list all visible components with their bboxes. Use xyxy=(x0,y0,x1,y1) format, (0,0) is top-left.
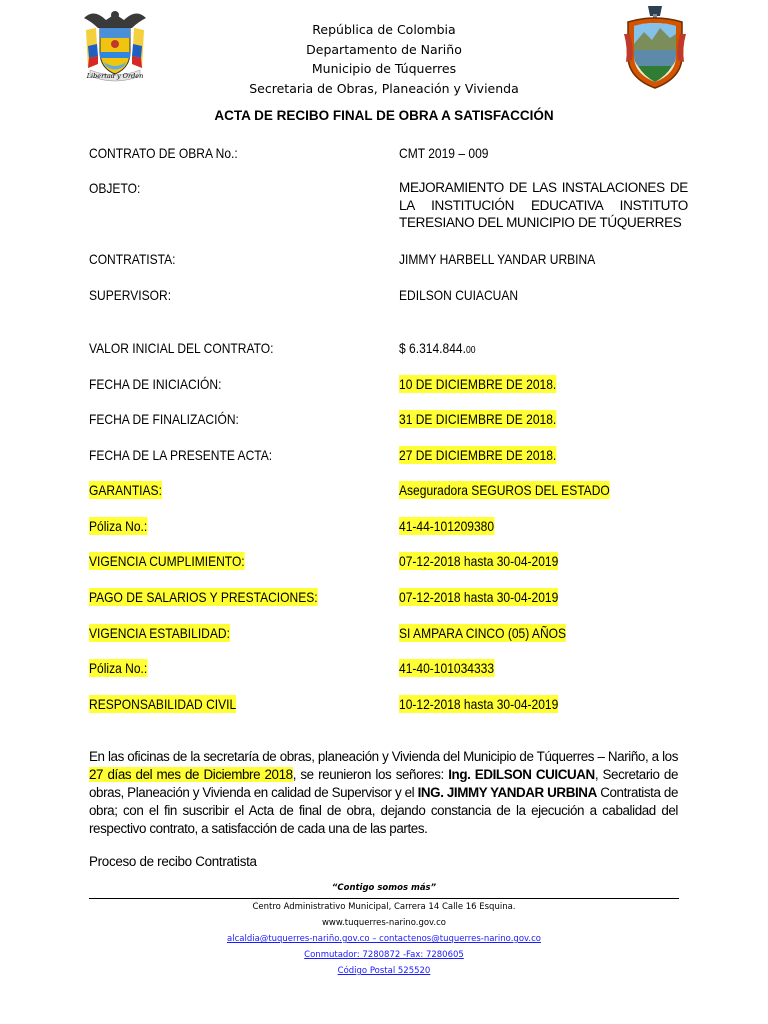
footer-phone-link[interactable]: Conmutador: 7280872 -Fax: 7280605 xyxy=(304,950,464,960)
header-municipality: Municipio de Túquerres xyxy=(311,61,457,76)
vigencia-estabilidad-value: SI AMPARA CINCO (05) AÑOS xyxy=(399,625,567,641)
contratista-label: CONTRATISTA: xyxy=(89,251,176,267)
process-text: Proceso de recibo Contratista xyxy=(89,854,257,869)
poliza-2-label: Póliza No.: xyxy=(89,660,148,676)
footer-website: www.tuquerres-narino.gov.co xyxy=(321,918,447,928)
paragraph-date-highlight: 27 días del mes de Diciembre 2018 xyxy=(89,767,293,782)
vigencia-estabilidad-label: VIGENCIA ESTABILIDAD: xyxy=(89,625,230,641)
poliza-1-label: Póliza No.: xyxy=(89,518,148,534)
contrato-label: CONTRATO DE OBRA No.: xyxy=(89,145,238,161)
garantias-label: GARANTIAS: xyxy=(89,482,162,498)
objeto-value: MEJORAMIENTO DE LAS INSTALACIONES DE LA INSTITUCIÓN EDUCATIVA INSTITUTO TERESIANO DEL MUNICIPIO DE TÚQUERRES xyxy=(399,180,688,230)
supervisor-value: EDILSON CUIACUAN xyxy=(399,287,519,303)
paragraph-part-5: , Secretario de obras, Planeación y Vivienda en calidad de Supervisor y el xyxy=(89,767,678,800)
logo-caption: Libertad y Orden xyxy=(86,72,144,80)
footer-slogan: “Contigo somos más” xyxy=(331,883,437,893)
fecha-inicio-value: 10 DE DICIEMBRE DE 2018. xyxy=(399,376,557,392)
fecha-inicio-label: FECHA DE INICIACIÓN: xyxy=(89,376,222,392)
pago-salarios-value: 07-12-2018 hasta 30-04-2019 xyxy=(399,589,559,605)
paragraph-part-1: En las oficinas de la secretaría de obras, planeación y Vivienda del Municipio de Túquerres – Nariño, a los xyxy=(89,749,678,764)
paragraph-supervisor-name: Ing. EDILSON CUICUAN xyxy=(448,767,595,782)
document-footer xyxy=(0,880,768,979)
valor-amount: $ 6.314.844. xyxy=(399,340,466,356)
poliza-1-value: 41-44-101209380 xyxy=(399,518,495,534)
paragraph-contractor-name: ING. JIMMY YANDAR URBINA xyxy=(417,785,597,800)
responsabilidad-civil-label: RESPONSABILIDAD CIVIL xyxy=(89,696,237,712)
fecha-fin-label: FECHA DE FINALIZACIÓN: xyxy=(89,411,239,427)
vigencia-cumplimiento-label: VIGENCIA CUMPLIMIENTO: xyxy=(89,553,245,569)
fecha-acta-value: 27 DE DICIEMBRE DE 2018. xyxy=(399,447,557,463)
paragraph-part-7: Contratista de obra; con el fin suscribir el Acta de final de obra, dejando constancia de la ejecución a cabalidad del respectivo contrato, a satisfacción de cada una de las partes. xyxy=(89,785,678,836)
contratista-value: JIMMY HARBELL YANDAR URBINA xyxy=(399,251,596,267)
footer-address: Centro Administrativo Municipal, Carrera 14 Calle 16 Esquina. xyxy=(252,902,516,912)
fecha-fin-value: 31 DE DICIEMBRE DE 2018. xyxy=(399,411,557,427)
poliza-2-value: 41-40-101034333 xyxy=(399,660,495,676)
objeto-label: OBJETO: xyxy=(89,180,141,196)
document-header xyxy=(0,20,768,98)
header-republic: República de Colombia xyxy=(312,22,456,37)
vigencia-cumplimiento-value: 07-12-2018 hasta 30-04-2019 xyxy=(399,553,559,569)
valor-label: VALOR INICIAL DEL CONTRATO: xyxy=(89,340,274,356)
valor-cents: 00 xyxy=(465,345,476,356)
fecha-acta-label: FECHA DE LA PRESENTE ACTA: xyxy=(89,447,273,463)
contrato-value: CMT 2019 – 009 xyxy=(399,145,489,161)
valor-value xyxy=(399,339,476,360)
supervisor-label: SUPERVISOR: xyxy=(89,287,172,303)
header-secretariat: Secretaria de Obras, Planeación y Vivienda xyxy=(249,80,519,96)
header-department: Departamento de Nariño xyxy=(306,41,462,57)
paragraph-part-3: , se reunieron los señores: xyxy=(292,767,449,782)
footer-emails-link[interactable]: alcaldia@tuquerres-nariño.gov.co – contactenos@tuquerres-narino.gov.co xyxy=(227,934,541,944)
footer-postal-link[interactable]: Código Postal 525520 xyxy=(337,966,431,976)
garantias-value: Aseguradora SEGUROS DEL ESTADO xyxy=(399,482,610,498)
document-title: ACTA DE RECIBO FINAL DE OBRA A SATISFACCIÓN xyxy=(214,108,554,123)
body-paragraph xyxy=(89,748,678,838)
responsabilidad-civil-value: 10-12-2018 hasta 30-04-2019 xyxy=(399,696,559,712)
pago-salarios-label: PAGO DE SALARIOS Y PRESTACIONES: xyxy=(89,589,318,605)
